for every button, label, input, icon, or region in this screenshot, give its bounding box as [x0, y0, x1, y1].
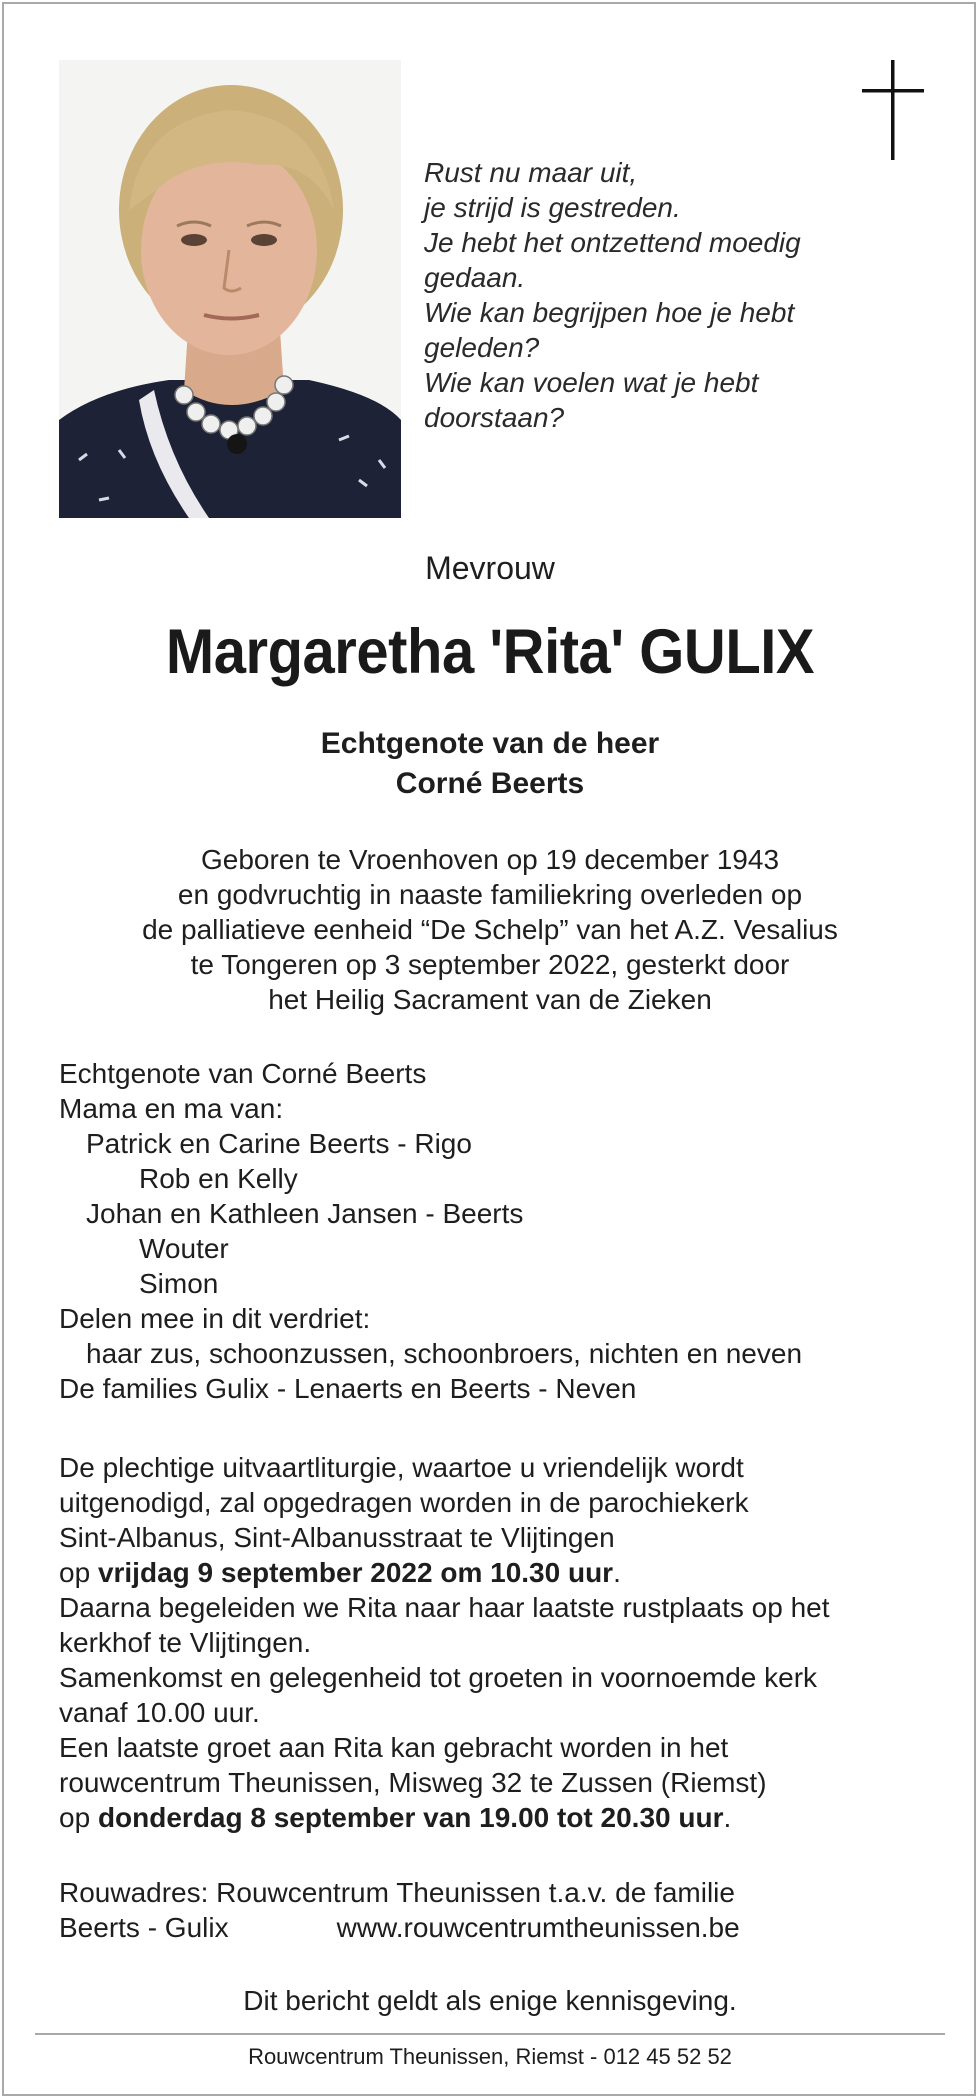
funeral-date: vrijdag 9 september 2022 om 10.30 uur: [97, 1557, 614, 1588]
poem-line: geleden?: [424, 332, 540, 363]
funeral-line: kerkhof te Vlijtingen.: [59, 1627, 312, 1658]
funeral-details: [59, 1450, 939, 1835]
footer-text: Rouwcentrum Theunissen, Riemst - 012 45 52 52: [248, 2044, 732, 2069]
birth-death-line: het Heilig Sacrament van de Zieken: [268, 984, 712, 1015]
poem-line: Rust nu maar uit,: [424, 157, 638, 188]
poem-line: Je hebt het ontzettend moedig: [424, 227, 801, 258]
funeral-line: Een laatste groet aan Rita kan gebracht worden in het: [59, 1732, 729, 1763]
spouse-line: Echtgenote van de heer: [320, 727, 660, 760]
family-relatives: haar zus, schoonzussen, schoonbroers, nichten en neven: [86, 1338, 803, 1369]
funeral-line: Samenkomst en gelegenheid tot groeten in voornoemde kerk: [59, 1662, 818, 1693]
funeral-line-suffix: .: [613, 1557, 621, 1588]
family-child: Patrick en Carine Beerts - Rigo: [86, 1128, 472, 1159]
funeral-line: De plechtige uitvaartliturgie, waartoe u vriendelijk wordt: [59, 1452, 744, 1483]
birth-death-line: te Tongeren op 3 september 2022, gesterkt door: [190, 949, 790, 980]
divider: [35, 2033, 945, 2035]
family-share-label: Delen mee in dit verdriet:: [59, 1303, 371, 1334]
poem-line: je strijd is gestreden.: [424, 192, 681, 223]
family-child: Johan en Kathleen Jansen - Beerts: [86, 1198, 524, 1229]
poem-line: gedaan.: [424, 262, 526, 293]
spouse-heading: [0, 724, 980, 804]
funeral-line-prefix: op: [59, 1557, 98, 1588]
family-grandchild: Wouter: [139, 1233, 229, 1264]
website-link[interactable]: www.rouwcentrumtheunissen.be: [336, 1912, 740, 1943]
birth-death-line: Geboren te Vroenhoven op 19 december 1943: [200, 844, 780, 875]
spouse-line: Corné Beerts: [395, 767, 585, 800]
title-prefix: Mevrouw: [425, 550, 555, 586]
birth-death-line: de palliatieve eenheid “De Schelp” van het A.Z. Vesalius: [142, 914, 838, 945]
family-name: Beerts - Gulix: [59, 1912, 229, 1943]
family-families: De families Gulix - Lenaerts en Beerts - Neven: [59, 1373, 637, 1404]
mourning-address-line: [59, 1910, 939, 1945]
poem-line: doorstaan?: [424, 402, 565, 433]
visitation-line-suffix: .: [723, 1802, 732, 1833]
notice-text: Dit bericht geldt als enige kennisgeving.: [243, 1985, 737, 2016]
birth-death-line: en godvruchtig in naaste familiekring overleden op: [177, 879, 803, 910]
mourning-address: [59, 1875, 939, 1945]
poem: [424, 155, 924, 435]
funeral-line: Daarna begeleiden we Rita naar haar laatste rustplaats op het: [59, 1592, 830, 1623]
visitation-date: donderdag 8 september van 19.00 tot 20.30 uur: [97, 1802, 724, 1833]
visitation-date-line: [59, 1800, 939, 1835]
family-mama-label: Mama en ma van:: [59, 1093, 284, 1124]
family-grandchild: Rob en Kelly: [139, 1163, 298, 1194]
funeral-line: rouwcentrum Theunissen, Misweg 32 te Zussen (Riemst): [59, 1767, 767, 1798]
visitation-line-prefix: op: [59, 1802, 98, 1833]
mourning-address-line: Rouwadres: Rouwcentrum Theunissen t.a.v. de familie: [59, 1877, 735, 1908]
family-spouse: Echtgenote van Corné Beerts: [59, 1058, 427, 1089]
poem-line: Wie kan voelen wat je hebt: [424, 367, 759, 398]
birth-death-info: [0, 842, 980, 1017]
funeral-date-line: [59, 1555, 939, 1590]
portrait-photo: [59, 60, 401, 518]
funeral-line: vanaf 10.00 uur.: [59, 1697, 260, 1728]
cross-icon: [862, 60, 924, 160]
funeral-line: uitgenodigd, zal opgedragen worden in de parochiekerk: [59, 1487, 749, 1518]
family-list: [59, 1056, 939, 1406]
poem-line: Wie kan begrijpen hoe je hebt: [424, 297, 795, 328]
deceased-name: Margaretha 'Rita' GULIX: [165, 617, 815, 687]
funeral-line: Sint-Albanus, Sint-Albanusstraat te Vlijtingen: [59, 1522, 615, 1553]
family-grandchild: Simon: [139, 1268, 219, 1299]
